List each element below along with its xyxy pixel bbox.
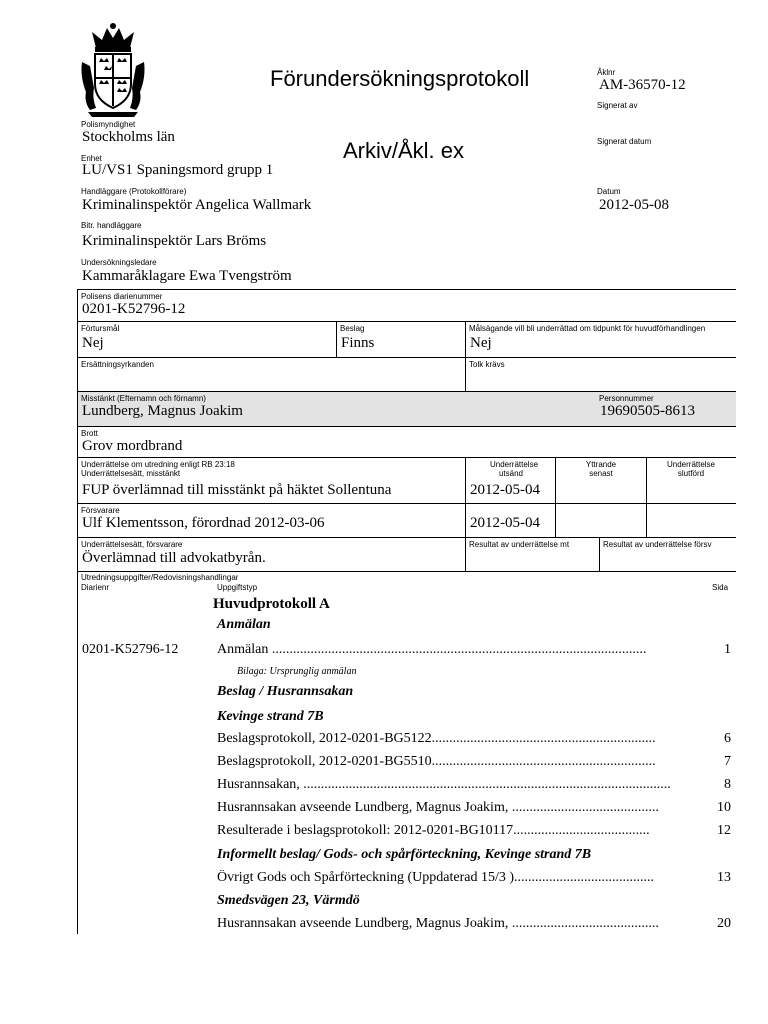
aklnr-label: Åklnr xyxy=(597,68,616,77)
toc-entry-husrannsakan: Husrannsakan, ......................................................................................................... xyxy=(217,777,671,792)
form-line xyxy=(77,426,736,427)
misstankt-value: Lundberg, Magnus Joakim xyxy=(82,403,243,419)
document-title: Förundersökningsprotokoll xyxy=(270,66,530,91)
form-line xyxy=(555,457,556,537)
toc-entry-bg5510: Beslagsprotokoll, 2012-0201-BG5510................................................................ xyxy=(217,754,656,769)
underrattelsesatt-forsvarare-value: Överlämnad till advokatbyrån. xyxy=(82,550,266,566)
toc-entry-ovrigt-gods: Övrigt Gods och Spårförteckning (Uppdaterad 15/3 )........................................ xyxy=(217,870,655,885)
underrattelsesatt-misstankt-label: Underrättelsesätt, misstänkt xyxy=(81,469,181,478)
toc-col-diarienr: Diarienr xyxy=(81,583,110,592)
polismyndighet-value: Stockholms län xyxy=(82,129,175,145)
personnummer-label: Personnummer xyxy=(599,394,654,403)
malsagande-value: Nej xyxy=(470,335,492,351)
toc-page-resulterade: 12 xyxy=(717,823,731,838)
datum-label: Datum xyxy=(597,187,621,196)
forsvarare-value: Ulf Klementsson, förordnad 2012-03-06 xyxy=(82,515,325,531)
form-line xyxy=(465,457,466,571)
toc-heading-anmalan: Anmälan xyxy=(217,617,271,632)
forturs-value: Nej xyxy=(82,335,104,351)
form-line xyxy=(77,321,736,322)
form-line xyxy=(77,537,736,538)
bitr-handlaggare-label: Bitr. handläggare xyxy=(81,221,142,230)
toc-heading-kevinge: Kevinge strand 7B xyxy=(217,709,324,724)
toc-page-husrannsakan-lundberg-2: 20 xyxy=(717,916,731,931)
form-line xyxy=(77,289,736,290)
form-line xyxy=(77,391,736,392)
undersokningsledare-label: Undersökningsledare xyxy=(81,258,157,267)
undersokningsledare-value: Kammaråklagare Ewa Tvengström xyxy=(82,268,292,284)
enhet-label: Enhet xyxy=(81,154,102,163)
toc-page-ovrigt-gods: 13 xyxy=(717,870,731,885)
ersattning-label: Ersättningsyrkanden xyxy=(81,360,154,369)
misstankt-label: Misstänkt (Efternamn och förnamn) xyxy=(81,394,206,403)
bitr-handlaggare-value: Kriminalinspektör Lars Bröms xyxy=(82,233,267,249)
polismyndighet-label: Polismyndighet xyxy=(81,120,136,129)
aklnr-value: AM-36570-12 xyxy=(599,77,686,93)
forsvarare-label: Försvarare xyxy=(81,506,120,515)
handlaggare-label: Handläggare (Protokollförare) xyxy=(81,187,187,196)
toc-col-uppgiftstyp: Uppgiftstyp xyxy=(217,583,258,592)
tolk-label: Tolk krävs xyxy=(469,360,505,369)
beslag-label: Beslag xyxy=(340,324,365,333)
toc-heading-smedsvagen: Smedsvägen 23, Värmdö xyxy=(217,893,360,908)
toc-page-husrannsakan: 8 xyxy=(724,777,731,792)
toc-entry-anmalan: Anmälan ........................................................................................................... xyxy=(217,642,647,657)
toc-entry-bg5122: Beslagsprotokoll, 2012-0201-BG5122................................................................ xyxy=(217,731,656,746)
signerat-av-label: Signerat av xyxy=(597,101,638,110)
underrattelse-slutford-label: Underrättelse slutförd xyxy=(666,460,716,478)
toc-page-bg5122: 6 xyxy=(724,731,731,746)
forturs-label: Förtursmål xyxy=(81,324,120,333)
malsagande-label: Målsägande vill bli underrättad om tidpunkt för huvudförhandlingen xyxy=(469,324,706,333)
document-subtitle: Arkiv/Åkl. ex xyxy=(343,138,465,163)
underrattelsesatt-forsvarare-label: Underrättelsesätt, försvarare xyxy=(81,540,183,549)
form-line xyxy=(465,321,466,391)
toc-heading-informellt: Informellt beslag/ Gods- och spårförteckning, Kevinge strand 7B xyxy=(217,847,592,862)
form-line xyxy=(77,457,736,458)
yttrande-senast-label: Yttrande senast xyxy=(585,460,617,478)
resultat-mt-label: Resultat av underrättelse mt xyxy=(469,540,570,549)
toc-heading-beslag: Beslag / Husrannsakan xyxy=(217,684,354,699)
toc-page-anmalan: 1 xyxy=(724,642,731,657)
brott-label: Brott xyxy=(81,429,98,438)
forsvarare-date: 2012-05-04 xyxy=(470,515,540,531)
diarienummer-label: Polisens diarienummer xyxy=(81,292,163,301)
signerat-datum-label: Signerat datum xyxy=(597,137,652,146)
handlaggare-value: Kriminalinspektör Angelica Wallmark xyxy=(82,197,312,213)
toc-page-bg5510: 7 xyxy=(724,754,731,769)
toc-entry-husrannsakan-lundberg-2: Husrannsakan avseende Lundberg, Magnus Joakim, .......................................... xyxy=(217,916,659,931)
enhet-value: LU/VS1 Spaningsmord grupp 1 xyxy=(82,162,274,178)
toc-page-husrannsakan-lundberg: 10 xyxy=(717,800,731,815)
form-line xyxy=(77,571,736,572)
underrattelsesatt-misstankt-value: FUP överlämnad till misstänkt på häktet Sollentuna xyxy=(82,482,392,498)
form-line xyxy=(77,357,736,358)
underrattelse-rb-label: Underrättelse om utredning enligt RB 23:18 xyxy=(81,460,235,469)
form-line xyxy=(77,289,78,934)
form-line xyxy=(646,457,647,537)
form-line xyxy=(77,503,736,504)
toc-diarienr-value: 0201-K52796-12 xyxy=(82,642,179,657)
resultat-forsv-label: Resultat av underrättelse försv xyxy=(603,540,712,549)
toc-section-label: Utredningsuppgifter/Redovisningshandlingar xyxy=(81,573,239,582)
brott-value: Grov mordbrand xyxy=(82,438,183,454)
toc-entry-husrannsakan-lundberg: Husrannsakan avseende Lundberg, Magnus Joakim, .......................................... xyxy=(217,800,659,815)
underrattelse-utsand-value: 2012-05-04 xyxy=(470,482,540,498)
personnummer-value: 19690505-8613 xyxy=(600,403,695,419)
diarienummer-value: 0201-K52796-12 xyxy=(82,301,186,317)
datum-value: 2012-05-08 xyxy=(599,197,669,213)
toc-bilaga: Bilaga: Ursprunglig anmälan xyxy=(237,666,357,677)
underrattelse-utsand-label: Underrättelse utsänd xyxy=(490,460,539,478)
toc-entry-resulterade: Resulterade i beslagsprotokoll: 2012-0201-BG10117....................................... xyxy=(217,823,650,838)
beslag-value: Finns xyxy=(341,335,375,351)
form-line xyxy=(599,537,600,571)
toc-main-heading: Huvudprotokoll A xyxy=(213,596,330,612)
form-line xyxy=(336,321,337,357)
coat-of-arms-logo xyxy=(78,22,148,118)
toc-col-sida: Sida xyxy=(712,583,729,592)
